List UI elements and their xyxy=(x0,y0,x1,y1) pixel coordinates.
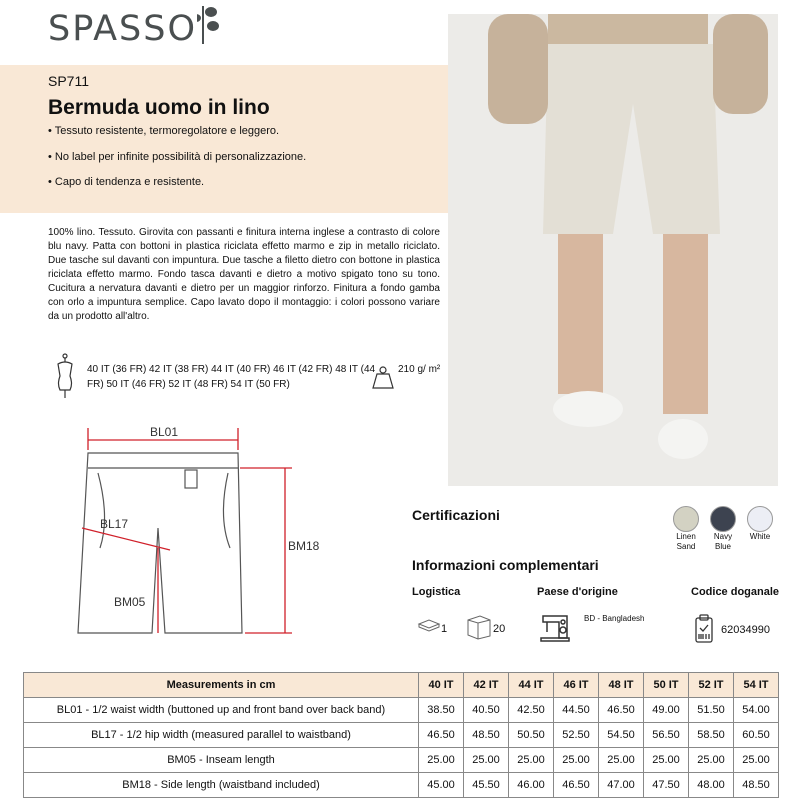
table-cell: 51.50 xyxy=(689,698,734,723)
table-cell: 48.50 xyxy=(464,723,509,748)
customs-label: Codice doganale xyxy=(691,586,780,598)
table-cell: 58.50 xyxy=(689,723,734,748)
origin-label: Paese d'origine xyxy=(537,586,618,598)
product-title: Bermuda uomo in lino xyxy=(48,96,270,119)
table-cell: 46.50 xyxy=(554,773,599,798)
unit-package-icon xyxy=(417,618,441,632)
table-cell: 60.50 xyxy=(734,723,779,748)
table-cell: 46.00 xyxy=(509,773,554,798)
table-cell: 47.50 xyxy=(644,773,689,798)
table-cell: BL01 - 1/2 waist width (buttoned up and front band over back band) xyxy=(24,698,419,723)
table-cell: 45.50 xyxy=(464,773,509,798)
table-cell: 25.00 xyxy=(464,748,509,773)
bullet: • Tessuto resistente, termoregolatore e leggero. xyxy=(48,125,280,137)
table-row xyxy=(24,723,779,748)
table-cell: 25.00 xyxy=(734,748,779,773)
product-description: 100% lino. Tessuto. Girovita con passanti e finitura interna inglese a contrasto di colore blu navy. Patta con bottoni in plastica riciclata effetto marmo e zip in metallo riciclato. Due tasche sul davanti con impuntura. Due tasche a filetto dietro con bottone in plastica riciclata effetto marmo. Fondo tasca davanti e dietro a motivo spigato tono su tono. Cucitura a nervatura davanti e dietro per un maggior rinforzo. Finitura a fondo gamba con orlo a impuntura semplice. Capo lavato dopo il montaggio: i colori possono variare da un prodotto all'altro. xyxy=(48,227,440,322)
brand-name: SPASSO xyxy=(48,9,198,49)
table-cell: 25.00 xyxy=(509,748,554,773)
fabric-weight: 210 g/ m² xyxy=(398,364,441,375)
table-cell: 56.50 xyxy=(644,723,689,748)
table-cell: 54.50 xyxy=(599,723,644,748)
box-icon xyxy=(466,614,492,640)
table-cell: 46.50 xyxy=(599,698,644,723)
header-cell: 50 IT xyxy=(644,673,689,698)
table-cell: 25.00 xyxy=(689,748,734,773)
table-row xyxy=(24,698,779,723)
table-cell: 50.50 xyxy=(509,723,554,748)
table-header-row xyxy=(24,673,779,698)
info-title: Informazioni complementari xyxy=(412,557,599,573)
header-cell: 48 IT xyxy=(599,673,644,698)
table-row xyxy=(24,773,779,798)
label-bm05: BM05 xyxy=(114,595,146,609)
table-cell: 25.00 xyxy=(554,748,599,773)
table-cell: 46.50 xyxy=(419,723,464,748)
measurements-table xyxy=(23,672,779,798)
table-cell: 44.50 xyxy=(554,698,599,723)
customs-code: 62034990 xyxy=(721,624,770,636)
box-count: 20 xyxy=(493,623,506,635)
header-cell: 44 IT xyxy=(509,673,554,698)
color-swatch[interactable]: Navy Blue xyxy=(705,506,741,552)
table-cell: 48.50 xyxy=(734,773,779,798)
table-cell: 25.00 xyxy=(599,748,644,773)
label-bl01: BL01 xyxy=(150,425,179,439)
unit-count: 1 xyxy=(441,623,448,635)
table-cell: BL17 - 1/2 hip width (measured parallel to waistband) xyxy=(24,723,419,748)
sewing-machine-icon xyxy=(539,612,571,642)
weight-icon xyxy=(372,366,394,390)
product-photo xyxy=(448,14,778,486)
brand-logo xyxy=(48,4,223,49)
label-bl17: BL17 xyxy=(100,517,129,531)
certifications-title: Certificazioni xyxy=(412,507,500,523)
logistics-label: Logistica xyxy=(412,586,461,598)
table-cell: BM18 - Side length (waistband included) xyxy=(24,773,419,798)
product-code: SP711 xyxy=(48,73,89,89)
color-swatches xyxy=(668,506,778,552)
header-cell: 40 IT xyxy=(419,673,464,698)
mannequin-icon xyxy=(50,352,80,400)
table-cell: 48.00 xyxy=(689,773,734,798)
origin-value: BD - Bangladesh xyxy=(584,614,645,623)
table-cell: 45.00 xyxy=(419,773,464,798)
table-cell: 47.00 xyxy=(599,773,644,798)
table-cell: 25.00 xyxy=(644,748,689,773)
table-cell: 40.50 xyxy=(464,698,509,723)
size-range: 40 IT (36 FR) 42 IT (38 FR) 44 IT (40 FR) 46 IT (42 FR) 48 IT (44 FR) 50 IT (46 FR) 52 IT (48 FR) 54 IT (50 FR) xyxy=(87,364,376,390)
header-cell: 46 IT xyxy=(554,673,599,698)
table-cell: 49.00 xyxy=(644,698,689,723)
header-cell: Measurements in cm xyxy=(24,673,419,698)
table-cell: BM05 - Inseam length xyxy=(24,748,419,773)
bullet: • Capo di tendenza e resistente. xyxy=(48,176,205,188)
header-cell: 42 IT xyxy=(464,673,509,698)
leaf-icon xyxy=(197,4,223,44)
color-swatch[interactable]: Linen Sand xyxy=(668,506,704,552)
color-swatch[interactable]: White xyxy=(742,506,778,552)
table-row xyxy=(24,748,779,773)
table-cell: 54.00 xyxy=(734,698,779,723)
table-cell: 42.50 xyxy=(509,698,554,723)
customs-clipboard-icon xyxy=(694,614,714,644)
label-bm18: BM18 xyxy=(288,539,320,553)
header-cell: 54 IT xyxy=(734,673,779,698)
table-cell: 25.00 xyxy=(419,748,464,773)
header-cell: 52 IT xyxy=(689,673,734,698)
bullet: • No label per infinite possibilità di personalizzazione. xyxy=(48,151,307,163)
table-cell: 52.50 xyxy=(554,723,599,748)
table-cell: 38.50 xyxy=(419,698,464,723)
shorts-size-diagram xyxy=(70,418,330,643)
